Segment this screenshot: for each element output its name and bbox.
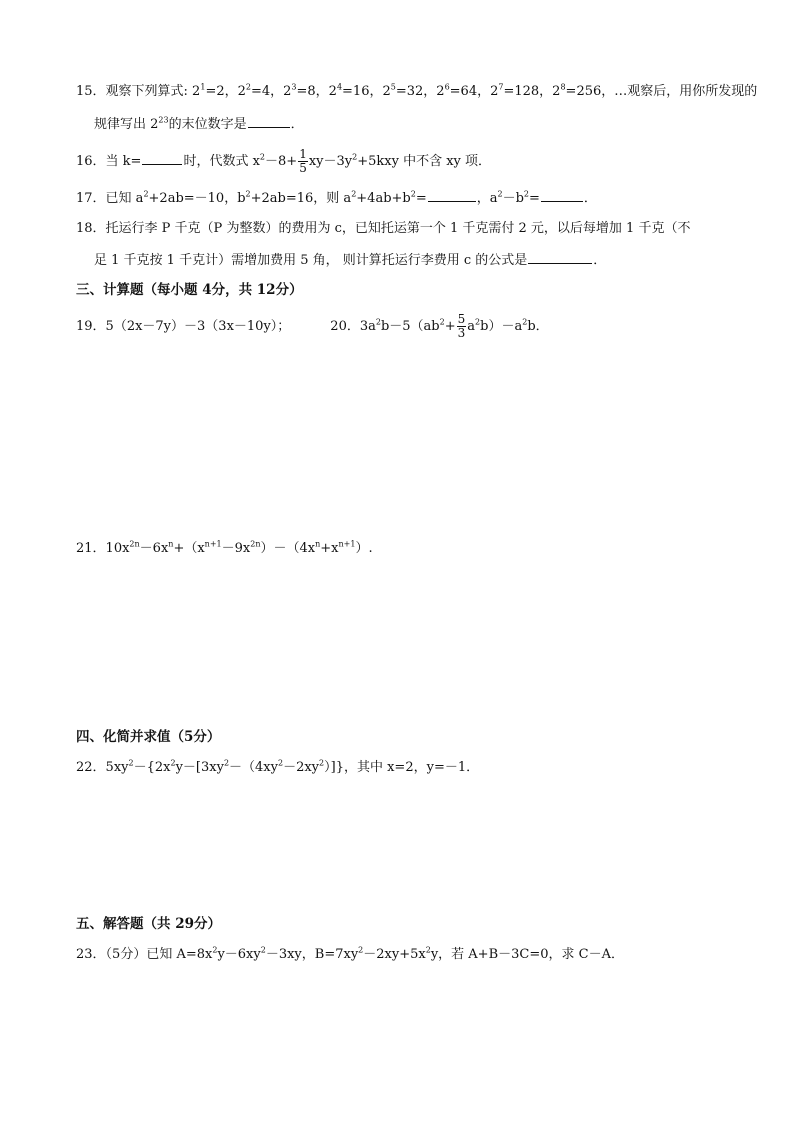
question-19: 19．5（2x－7y）－3（3x－10y）；	[76, 319, 291, 334]
question-20: 20．$3a^2b-5(ab^2+$ $\frac{5}{3}$ $a^2b)-a^2b$．	[330, 312, 549, 340]
q16-answer-blank[interactable]	[142, 152, 182, 165]
q17-answer-blank-2[interactable]	[541, 189, 583, 202]
section-3-heading: 三、计算题（每小题 4分，共 12分）	[76, 282, 303, 298]
question-16: 16．当 k= 时，代数式 $x^2-8+$ $\frac{1}{5}$ $xy-3y^2+5kxy$ 中不含 xy 项．	[76, 147, 492, 175]
question-21: 21．$10x^{2n}-6x^n+(x^{n+1}-9x^{2n})-(4x^n+x^{n+1})$.	[76, 539, 373, 556]
q18-answer-blank[interactable]	[528, 251, 592, 264]
q20-fraction: $\frac{5}{3}$	[457, 312, 466, 340]
question-15-line-2: 规律写出 $2^{23}$的末位数字是 ．	[94, 115, 304, 132]
question-17: 17．已知 $a^2+2ab=-10$，$b^2+2ab=16$，则 $a^2+4ab+b^2=$ ，$a^2-b^2=$ ．	[76, 189, 597, 206]
q16-fraction: $\frac{1}{5}$	[299, 147, 307, 175]
q17-answer-blank-1[interactable]	[428, 189, 476, 202]
question-19-20	[76, 312, 549, 342]
question-22: 22．$5xy^2-\{2x^2y-[3xy^2-(4xy^2-2xy^2)]\}$，其中 x=2，y=－1．	[76, 758, 480, 775]
q15-number: 15．	[76, 84, 106, 99]
question-23: 23．（5分）已知 $A=8x^2y-6xy^2-3xy$，$B=7xy^2-2xy+5x^2y$，若 A+B－3C=0，求 C－A．	[76, 945, 624, 962]
question-18-line-2: 足 1 千克按 1 千克计）需增加费用 5 角， 则计算托运行李费用 c 的公式是 ．	[94, 253, 607, 268]
q15-text: 观察下列算式: $2^1=2$，$2^2=4$，$2^3=8$，$2^4=16$，$2^5=32$，$2^6=64$，$2^7=128$，$2^8=256$，…观察后，用你所发现的	[105, 82, 758, 99]
section-4-heading: 四、化简并求值（5分）	[76, 729, 221, 745]
section-5-heading: 五、解答题（共 29分）	[76, 916, 221, 932]
question-18-line-1: 18．托运行李 P 千克（P 为整数）的费用为 c，已知托运第一个 1 千克需付 2 元，以后每增加 1 千克（不	[76, 221, 691, 236]
q15-answer-blank[interactable]	[248, 115, 290, 128]
question-15-line-1	[76, 83, 757, 101]
